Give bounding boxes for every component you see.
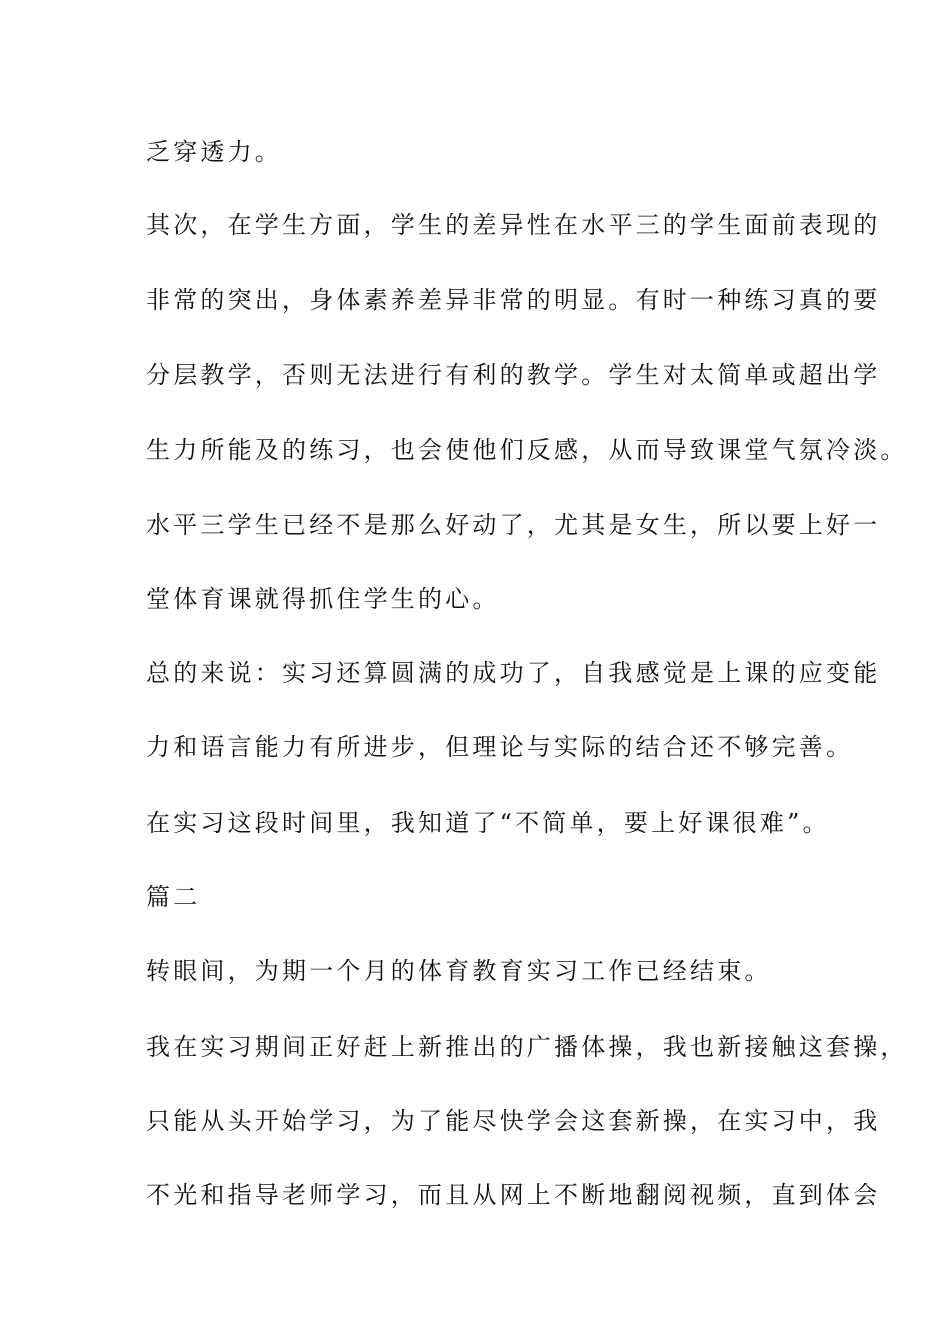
text-line: 生力所能及的练习，也会使他们反感，从而导致课堂气氛冷淡。 bbox=[146, 436, 908, 464]
text-line: 我在实习期间正好赶上新推出的广播体操，我也新接触这套操， bbox=[146, 1033, 908, 1061]
section-heading: 篇二 bbox=[146, 883, 201, 911]
text-line: 水平三学生已经不是那么好动了，尤其是女生，所以要上好一 bbox=[146, 511, 881, 539]
text-line: 不光和指导老师学习，而且从网上不断地翻阅视频，直到体会 bbox=[146, 1181, 881, 1209]
text-line: 堂体育课就得抓住学生的心。 bbox=[146, 585, 500, 613]
text-line: 转眼间，为期一个月的体育教育实习工作已经结束。 bbox=[146, 957, 772, 985]
text-line: 非常的突出，身体素养差异非常的明显。有时一种练习真的要 bbox=[146, 286, 881, 314]
text-line: 只能从头开始学习，为了能尽快学会这套新操，在实习中，我 bbox=[146, 1107, 881, 1135]
text-line: 在实习这段时间里，我知道了“不简单，要上好课很难”。 bbox=[146, 809, 830, 837]
text-line: 力和语言能力有所进步，但理论与实际的结合还不够完善。 bbox=[146, 733, 854, 761]
text-line: 其次，在学生方面，学生的差异性在水平三的学生面前表现的 bbox=[146, 211, 881, 239]
text-line: 总的来说：实习还算圆满的成功了，自我感觉是上课的应变能 bbox=[146, 659, 881, 687]
text-line: 分层教学，否则无法进行有利的教学。学生对太简单或超出学 bbox=[146, 361, 881, 389]
text-line: 乏穿透力。 bbox=[146, 138, 282, 166]
